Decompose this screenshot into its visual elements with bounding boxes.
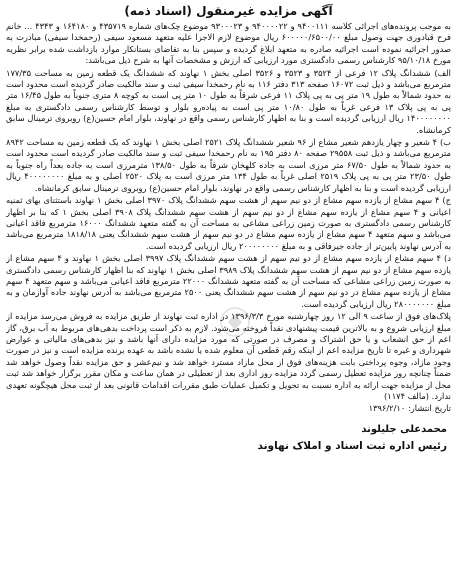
- notice-page: [6, 4, 451, 570]
- publication-date: تاریخ انتشار: ۱۳۹۶/۲/۱۰: [368, 403, 451, 414]
- signer-title: رئیس اداره ثبت اسناد و املاک نهاوند: [257, 439, 447, 452]
- notice-item-dal: د) ۴ سهم مشاع از یازده سهم مشاع از دو نیم سهم از هشت سهم ششدانگ پلاک ۳۹۹۷ اصلی بخش ۱ نهاوند و ۴ سهم مشاع از یازده سهم مشاع از دو نیم سهم از هشت سهم ششدانگ پلاک ۳۹۸۹ اصلی بخش ۱ نهاوند که بنا اظهار کارشناس رسمی دادگستری به صورت زمین زراعی مشاعی که مساحت آن به گفته متعهد ششدانگ ۲۲۰۰۰ مترمربع فاقد اعیانی می‌باشد و سهم متعهد ۴ سهم مشاع از یازده سهم مشاع در دو نیم سهم از هشت سهم ششدانگ یعنی ۲۵۰۰ مترمربع می‌باشد به آدرس نهاوند جاده آوازمان و به مبلغ ۲۸۰۰۰۰۰۰۰ ریال ارزیابی گردیده است.: [6, 253, 451, 309]
- signature-block: [6, 423, 451, 454]
- notice-item-jim: ج) ۴ سهم مشاع از یازده سهم مشاع از دو نیم سهم از هشت سهم ششدانگ پلاک ۳۹۷۰ اصلی بخش ۱ نهاوند باستثنای بهای ثمنیه اعیانی و ۴ سهم مشاع از یازده سهم مشاع از دو نیم سهم از هشت سهم ششدانگ پلاک ۳۹۰۸ اصلی بخش ۱ که بنا بر اظهار کارشناس رسمی دادگستری به صورت زمین زراعی مشاعی به مساحت آن به گفته متعهد ششدانگ ۱۶۰۰۰ مترمربع فاقد اعیانی می‌باشد و سهم متعهد ۴ سهم مشاع از یازده سهم مشاع در دو نیم سهم از هشت سهم ششدانگ یعنی ۱۸۱۸/۱۸ مترمربع می‌باشد به آدرس نهاوند پایین‌تر از جاده جیرفاقی و به مبلغ ۲۰۰۰۰۰۰۰۰ ریال ارزیابی گردیده است.: [6, 195, 451, 251]
- signer-name: محمدعلی جلیلوند: [361, 423, 447, 435]
- notice-closing: پلاک‌های فوق از ساعت ۹ الی ۱۲ روز چهارشنبه مورخ ۱۳۹۶/۳/۳ در اداره ثبت نهاوند از طریق مزایده به فروش می‌رسد مزایده از مبلغ ارزیابی شروع و به بالاترین قیمت پیشنهادی نقداً فروخته می‌شود. لازم به ذکر است پرداخت بدهی‌های مربوط به آب برق، گاز اعم از حق انشعاب و یا حق اشتراک و مصرف در صورتی که مورد مزایده دارای آنها باشد و نیز بدهی‌های مالیاتی و عوارض شهرداری و غیره تا تاریخ مزایده اعم از اینکه رقم قطعی آن معلوم شده یا نشده باشد به عهده برنده مزایده است و نیز در صورت وجود مازاد، وجوه پرداختی بابت هزینه‌های فوق از محل مازاد مسترد خواهد شد و نیم‌عشر و حق مزایده نقداً وصول خواهد شد ضمناً چنانچه روز مزایده تعطیل رسمی گردد مزایده روز اداری بعد از تعطیلی در همان ساعت و مکان مقرر برگزار خواهد شد ثبت محل از مزایده جهت ارائه به اداره نسبت به تحویل و تکمیل عملیات طبق مقررات اقدامات قانونی بعد از ثبت محل هیچگونه تعهدی ندارد. (مالف ۱۱۷۴): [6, 311, 451, 401]
- notice-item-be: ب) ۴ شعیر و چهار یازدهم شعیر مشاع از ۹۶ شعیر ششدانگ پلاک ۲۵۲۱ اصلی بخش ۱ نهاوند که یک قطعه زمین به مساحت ۸۹۴۲ مترمربع می‌باشد و ذیل ثبت ۲۹۵۵۸ صفحه ۸۰ دفتر ۱۹۵ به نام رحمخدا سیفی ثبت و سند مالکیت صادر گردیده است محدود است به حدود شمالاً به طول ۶۷/۵۰ متر مرزی است به جاده کلهخان شرقاً به طول ۱۳۸/۵۰ مترمرزی است به جاده بعداً راه جنوباً به طول ۲۳/۵۰ متر پی به پی پلاک ۲۵۱۹ اصلی غرباً به طول ۱۳۴ متر مرزی است به پلاک ۲۵۲۰ اصلی و به مبلغ ۴۰۰۰۰۰۰۰۰ ریال ارزیابی گردیده است و بنا به اظهار کارشناس رسمی واقع در نهاوند، بلوار امام حسین(ع) روبروی ترمینال سابق کرمانشاه.: [6, 137, 451, 193]
- notice-item-alef: الف) ششدانگ پلاک ۱۲ فرعی از ۳۵۲۴ و ۳۵۲۳ و ۳۵۲۶ اصلی بخش ۱ نهاوند که ششدانگ یک قطعه زمین به مساحت ۱۷۷/۳۵ مترمربع می‌باشد و ذیل ثبت ۱۶۰۷۲ صفحه ۳۱۳ دفتر ۱۱۶ به نام رحمخدا سیفی ثبت و سند مالکیت صادر گردیده است محدود است به حدود شمالاً به طول ۱۹ متر پی به پی پلاک ۱۱ فرعی شرقاً به طول ۱۰ متر پی است به کوچه ۸ متری جنوباً به طول ۱۶/۴۵ متر پی به پی پلاک ۱۳ فرعی غرباً به طول ۱۰/۸۰ متر پی است به پیاده‌رو بلوار و توسط کارشناس رسمی دادگستری به مبلغ ۱۴۰۰۰۰۰۰۰۰ ریال ارزیابی گردیده است و بنا به اظهار کارشناس رسمی واقع در نهاوند، بلوار امام حسین(ع) روبروی ترمینال سابق کرمانشاه.: [6, 67, 451, 135]
- notice-title: آگهی مزایده غیرمنقول (اسناد ذمه): [124, 4, 333, 18]
- notice-intro: به موجب پرونده‌های اجرائی کلاسه ۹۴۰۰۱۱۱ و ۹۴۰۰۰۰۲۲ و ۹۳۰۰۰۲۳ موضوع چک‌های شماره ۴۳۵۷۱۹ و ۱۶۴۱۸۰ و ۴۳۴۳ ... خانم فرح قبادوری جهت وصول مبلغ ۶۰۰۰۰۰/۶۵۰۰/۰۰ ریال موضوع لازم الاجرا علیه متعهد مسعود سیفی (رحمخدا سیفی) مبادرت به صدور اجرائیه نموده است اجرائیه صادره به متعهد ابلاغ گردیده و سپس بنا به تقاضای بستانکار موارد بازداشت شده برابر نظریه مورخ ۹۵/۱۰/۱۸ کارشناس رسمی دادگستری مورد ارزیابی که ارزش و مشخصات آنها به شرح ذیل می‌باشد:: [6, 21, 451, 66]
